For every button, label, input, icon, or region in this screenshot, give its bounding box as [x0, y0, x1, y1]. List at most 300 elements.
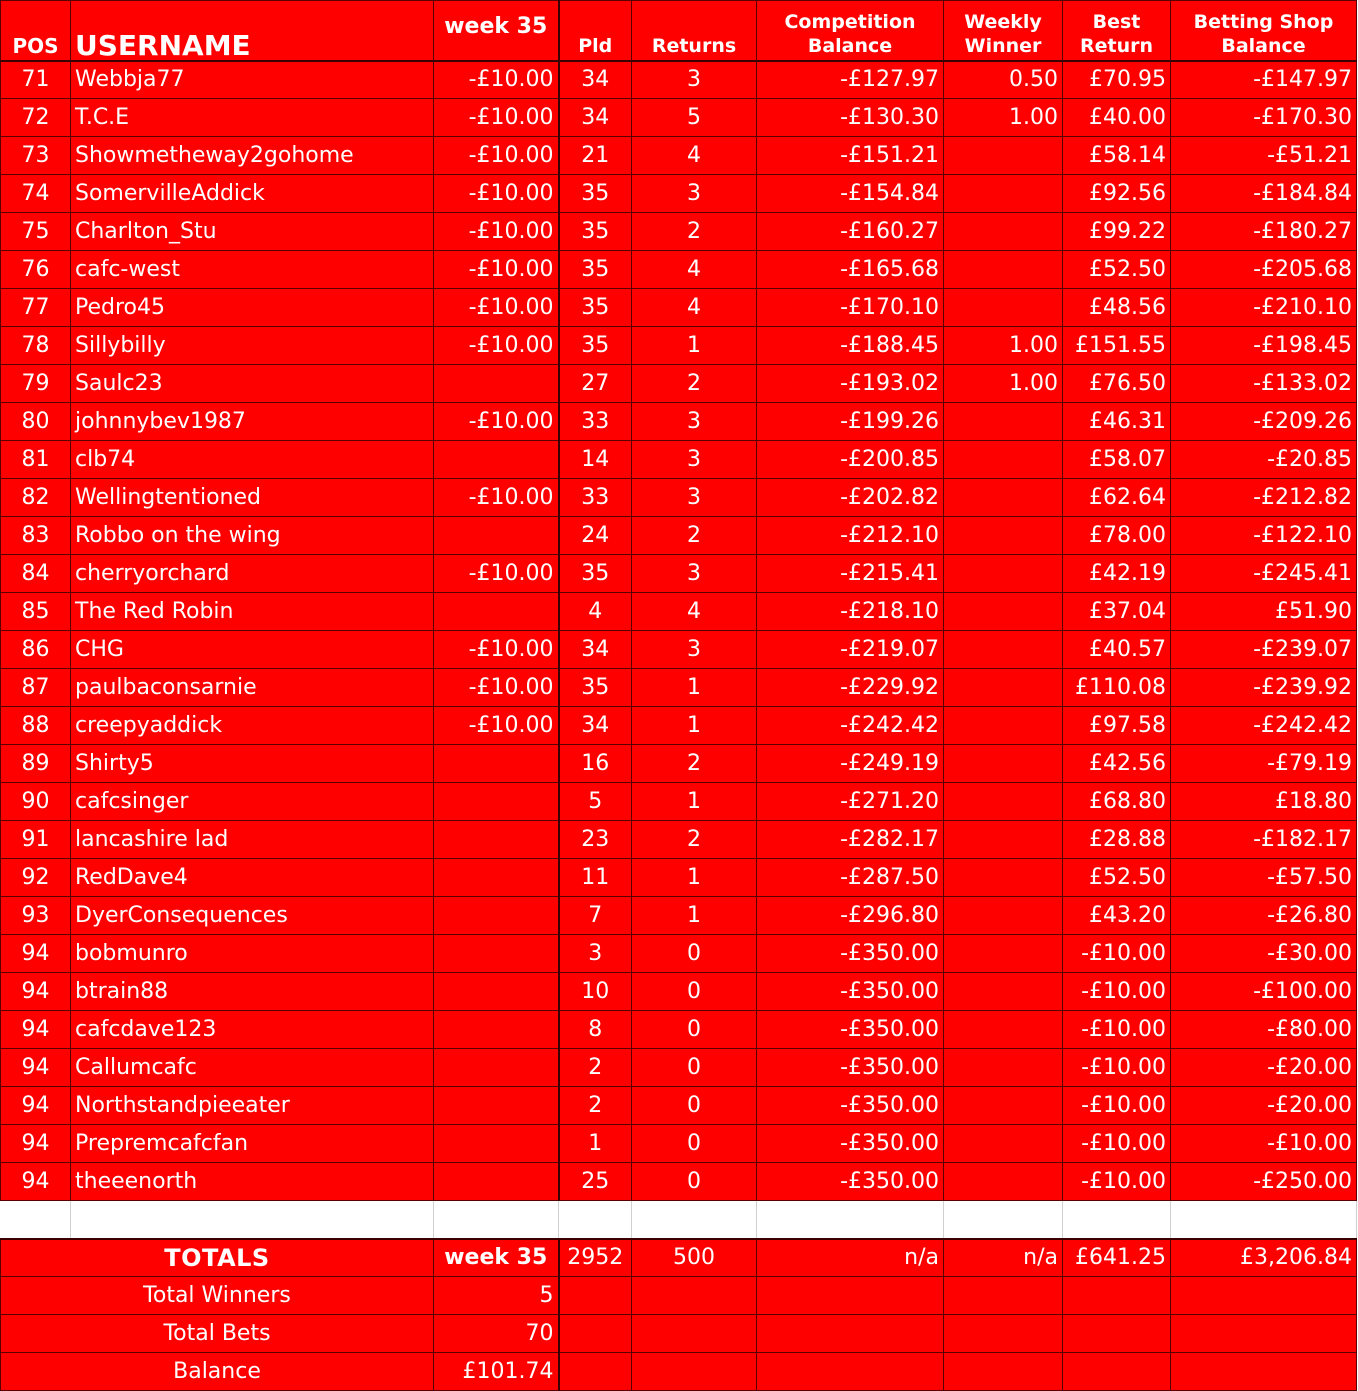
best-return-cell[interactable]: £68.80 — [1063, 783, 1171, 821]
week-cell[interactable]: -£10.00 — [434, 631, 559, 669]
best-return-cell[interactable]: £99.22 — [1063, 213, 1171, 251]
betting-shop-balance-cell[interactable]: -£250.00 — [1171, 1163, 1357, 1201]
weekly-winner-cell[interactable] — [944, 403, 1063, 441]
pos-cell[interactable]: 72 — [1, 99, 71, 137]
pos-cell[interactable]: 93 — [1, 897, 71, 935]
pos-cell[interactable]: 82 — [1, 479, 71, 517]
week-cell[interactable] — [434, 1011, 559, 1049]
username-cell[interactable]: johnnybev1987 — [71, 403, 434, 441]
username-cell[interactable]: lancashire lad — [71, 821, 434, 859]
week-cell[interactable] — [434, 859, 559, 897]
username-cell[interactable]: Showmetheway2gohome — [71, 137, 434, 175]
header-username[interactable]: USERNAME — [71, 1, 434, 61]
pos-cell[interactable]: 91 — [1, 821, 71, 859]
empty-cell[interactable] — [1063, 1315, 1171, 1353]
username-cell[interactable]: Saulc23 — [71, 365, 434, 403]
pos-cell[interactable]: 79 — [1, 365, 71, 403]
best-return-cell[interactable]: £70.95 — [1063, 61, 1171, 99]
empty-cell[interactable] — [559, 1277, 632, 1315]
returns-cell[interactable]: 2 — [632, 821, 757, 859]
blank-cell[interactable] — [1, 1201, 71, 1239]
returns-cell[interactable]: 3 — [632, 403, 757, 441]
competition-balance-cell[interactable]: -£200.85 — [757, 441, 944, 479]
header-returns[interactable]: Returns — [632, 1, 757, 61]
returns-cell[interactable]: 2 — [632, 745, 757, 783]
totals-label[interactable]: TOTALS — [1, 1239, 434, 1277]
header-pos[interactable]: POS — [1, 1, 71, 61]
best-return-cell[interactable]: £42.56 — [1063, 745, 1171, 783]
returns-cell[interactable]: 4 — [632, 289, 757, 327]
pos-cell[interactable]: 94 — [1, 1049, 71, 1087]
returns-cell[interactable]: 0 — [632, 1011, 757, 1049]
username-cell[interactable]: Webbja77 — [71, 61, 434, 99]
blank-cell[interactable] — [1063, 1201, 1171, 1239]
pld-cell[interactable]: 35 — [559, 669, 632, 707]
returns-cell[interactable]: 0 — [632, 935, 757, 973]
username-cell[interactable]: clb74 — [71, 441, 434, 479]
best-return-cell[interactable]: £92.56 — [1063, 175, 1171, 213]
returns-cell[interactable]: 1 — [632, 707, 757, 745]
total-bets-label[interactable]: Total Bets — [1, 1315, 434, 1353]
competition-balance-cell[interactable]: -£151.21 — [757, 137, 944, 175]
weekly-winner-cell[interactable] — [944, 1125, 1063, 1163]
week-cell[interactable]: -£10.00 — [434, 61, 559, 99]
username-cell[interactable]: bobmunro — [71, 935, 434, 973]
best-return-cell[interactable]: £97.58 — [1063, 707, 1171, 745]
empty-cell[interactable] — [944, 1277, 1063, 1315]
header-best-return[interactable] — [1063, 1, 1171, 61]
username-cell[interactable]: Pedro45 — [71, 289, 434, 327]
competition-balance-cell[interactable]: -£215.41 — [757, 555, 944, 593]
pos-cell[interactable]: 85 — [1, 593, 71, 631]
best-return-cell[interactable]: £40.57 — [1063, 631, 1171, 669]
best-return-cell[interactable]: -£10.00 — [1063, 1011, 1171, 1049]
best-return-cell[interactable]: £52.50 — [1063, 251, 1171, 289]
returns-cell[interactable]: 3 — [632, 175, 757, 213]
blank-cell[interactable] — [944, 1201, 1063, 1239]
returns-cell[interactable]: 1 — [632, 859, 757, 897]
weekly-winner-cell[interactable] — [944, 555, 1063, 593]
week-cell[interactable]: -£10.00 — [434, 555, 559, 593]
betting-shop-balance-cell[interactable]: £18.80 — [1171, 783, 1357, 821]
betting-shop-balance-cell[interactable]: -£147.97 — [1171, 61, 1357, 99]
total-winners-value[interactable]: 5 — [434, 1277, 559, 1315]
balance-value[interactable]: £101.74 — [434, 1353, 559, 1391]
weekly-winner-cell[interactable] — [944, 859, 1063, 897]
competition-balance-cell[interactable]: -£350.00 — [757, 1011, 944, 1049]
betting-shop-balance-cell[interactable]: -£133.02 — [1171, 365, 1357, 403]
week-cell[interactable]: -£10.00 — [434, 213, 559, 251]
best-return-cell[interactable]: £46.31 — [1063, 403, 1171, 441]
username-cell[interactable]: Robbo on the wing — [71, 517, 434, 555]
empty-cell[interactable] — [1063, 1277, 1171, 1315]
week-cell[interactable] — [434, 1125, 559, 1163]
pos-cell[interactable]: 81 — [1, 441, 71, 479]
header-competition-balance[interactable] — [757, 1, 944, 61]
betting-shop-balance-cell[interactable]: -£239.07 — [1171, 631, 1357, 669]
betting-shop-balance-cell[interactable]: £51.90 — [1171, 593, 1357, 631]
pld-cell[interactable]: 34 — [559, 707, 632, 745]
weekly-winner-cell[interactable]: 1.00 — [944, 99, 1063, 137]
total-bets-value[interactable]: 70 — [434, 1315, 559, 1353]
totals-weekly-winner[interactable]: n/a — [944, 1239, 1063, 1277]
competition-balance-cell[interactable]: -£350.00 — [757, 1125, 944, 1163]
pld-cell[interactable]: 35 — [559, 327, 632, 365]
pld-cell[interactable]: 35 — [559, 175, 632, 213]
pos-cell[interactable]: 73 — [1, 137, 71, 175]
returns-cell[interactable]: 0 — [632, 973, 757, 1011]
pos-cell[interactable]: 94 — [1, 935, 71, 973]
competition-balance-cell[interactable]: -£219.07 — [757, 631, 944, 669]
betting-shop-balance-cell[interactable]: -£184.84 — [1171, 175, 1357, 213]
empty-cell[interactable] — [632, 1315, 757, 1353]
totals-week[interactable]: week 35 — [434, 1239, 559, 1277]
best-return-cell[interactable]: £37.04 — [1063, 593, 1171, 631]
competition-balance-cell[interactable]: -£296.80 — [757, 897, 944, 935]
returns-cell[interactable]: 2 — [632, 517, 757, 555]
best-return-cell[interactable]: £43.20 — [1063, 897, 1171, 935]
best-return-cell[interactable]: £28.88 — [1063, 821, 1171, 859]
pld-cell[interactable]: 3 — [559, 935, 632, 973]
week-cell[interactable]: -£10.00 — [434, 479, 559, 517]
competition-balance-cell[interactable]: -£271.20 — [757, 783, 944, 821]
pld-cell[interactable]: 33 — [559, 403, 632, 441]
betting-shop-balance-cell[interactable]: -£51.21 — [1171, 137, 1357, 175]
returns-cell[interactable]: 0 — [632, 1087, 757, 1125]
empty-cell[interactable] — [1171, 1277, 1357, 1315]
week-cell[interactable] — [434, 1163, 559, 1201]
blank-cell[interactable] — [434, 1201, 559, 1239]
username-cell[interactable]: Charlton_Stu — [71, 213, 434, 251]
returns-cell[interactable]: 3 — [632, 479, 757, 517]
competition-balance-cell[interactable]: -£193.02 — [757, 365, 944, 403]
weekly-winner-cell[interactable] — [944, 821, 1063, 859]
competition-balance-cell[interactable]: -£242.42 — [757, 707, 944, 745]
weekly-winner-cell[interactable] — [944, 251, 1063, 289]
competition-balance-cell[interactable]: -£229.92 — [757, 669, 944, 707]
best-return-cell[interactable]: £76.50 — [1063, 365, 1171, 403]
username-cell[interactable]: The Red Robin — [71, 593, 434, 631]
pld-cell[interactable]: 33 — [559, 479, 632, 517]
pos-cell[interactable]: 94 — [1, 973, 71, 1011]
betting-shop-balance-cell[interactable]: -£245.41 — [1171, 555, 1357, 593]
betting-shop-balance-cell[interactable]: -£26.80 — [1171, 897, 1357, 935]
pld-cell[interactable]: 10 — [559, 973, 632, 1011]
week-cell[interactable] — [434, 365, 559, 403]
competition-balance-cell[interactable]: -£212.10 — [757, 517, 944, 555]
week-cell[interactable]: -£10.00 — [434, 251, 559, 289]
week-cell[interactable] — [434, 973, 559, 1011]
betting-shop-balance-cell[interactable]: -£80.00 — [1171, 1011, 1357, 1049]
weekly-winner-cell[interactable] — [944, 631, 1063, 669]
pos-cell[interactable]: 80 — [1, 403, 71, 441]
returns-cell[interactable]: 2 — [632, 213, 757, 251]
blank-cell[interactable] — [757, 1201, 944, 1239]
weekly-winner-cell[interactable] — [944, 137, 1063, 175]
betting-shop-balance-cell[interactable]: -£79.19 — [1171, 745, 1357, 783]
weekly-winner-cell[interactable] — [944, 213, 1063, 251]
best-return-cell[interactable]: £58.07 — [1063, 441, 1171, 479]
weekly-winner-cell[interactable] — [944, 1011, 1063, 1049]
pos-cell[interactable]: 89 — [1, 745, 71, 783]
pos-cell[interactable]: 75 — [1, 213, 71, 251]
blank-cell[interactable] — [632, 1201, 757, 1239]
best-return-cell[interactable]: £40.00 — [1063, 99, 1171, 137]
pld-cell[interactable]: 14 — [559, 441, 632, 479]
betting-shop-balance-cell[interactable]: -£10.00 — [1171, 1125, 1357, 1163]
week-cell[interactable]: -£10.00 — [434, 137, 559, 175]
betting-shop-balance-cell[interactable]: -£198.45 — [1171, 327, 1357, 365]
username-cell[interactable]: Prepremcafcfan — [71, 1125, 434, 1163]
pld-cell[interactable]: 35 — [559, 289, 632, 327]
returns-cell[interactable]: 5 — [632, 99, 757, 137]
betting-shop-balance-cell[interactable]: -£209.26 — [1171, 403, 1357, 441]
weekly-winner-cell[interactable]: 0.50 — [944, 61, 1063, 99]
best-return-cell[interactable]: -£10.00 — [1063, 1163, 1171, 1201]
weekly-winner-cell[interactable] — [944, 1087, 1063, 1125]
pos-cell[interactable]: 88 — [1, 707, 71, 745]
week-cell[interactable] — [434, 1049, 559, 1087]
pos-cell[interactable]: 87 — [1, 669, 71, 707]
header-betting-shop-balance[interactable] — [1171, 1, 1357, 61]
competition-balance-cell[interactable]: -£282.17 — [757, 821, 944, 859]
pos-cell[interactable]: 90 — [1, 783, 71, 821]
username-cell[interactable]: Wellingtentioned — [71, 479, 434, 517]
totals-betting-shop-balance[interactable]: £3,206.84 — [1171, 1239, 1357, 1277]
returns-cell[interactable]: 1 — [632, 783, 757, 821]
username-cell[interactable]: cafcdave123 — [71, 1011, 434, 1049]
best-return-cell[interactable]: -£10.00 — [1063, 935, 1171, 973]
best-return-cell[interactable]: £110.08 — [1063, 669, 1171, 707]
week-cell[interactable] — [434, 897, 559, 935]
returns-cell[interactable]: 4 — [632, 137, 757, 175]
username-cell[interactable]: btrain88 — [71, 973, 434, 1011]
weekly-winner-cell[interactable] — [944, 1049, 1063, 1087]
week-cell[interactable] — [434, 517, 559, 555]
betting-shop-balance-cell[interactable]: -£100.00 — [1171, 973, 1357, 1011]
pos-cell[interactable]: 78 — [1, 327, 71, 365]
pos-cell[interactable]: 84 — [1, 555, 71, 593]
pos-cell[interactable]: 76 — [1, 251, 71, 289]
pld-cell[interactable]: 24 — [559, 517, 632, 555]
weekly-winner-cell[interactable] — [944, 175, 1063, 213]
returns-cell[interactable]: 3 — [632, 61, 757, 99]
pos-cell[interactable]: 74 — [1, 175, 71, 213]
competition-balance-cell[interactable]: -£350.00 — [757, 1049, 944, 1087]
betting-shop-balance-cell[interactable]: -£180.27 — [1171, 213, 1357, 251]
best-return-cell[interactable]: -£10.00 — [1063, 1087, 1171, 1125]
best-return-cell[interactable]: -£10.00 — [1063, 973, 1171, 1011]
blank-cell[interactable] — [1171, 1201, 1357, 1239]
username-cell[interactable]: cafc-west — [71, 251, 434, 289]
pld-cell[interactable]: 34 — [559, 61, 632, 99]
week-cell[interactable] — [434, 593, 559, 631]
pos-cell[interactable]: 86 — [1, 631, 71, 669]
pld-cell[interactable]: 21 — [559, 137, 632, 175]
competition-balance-cell[interactable]: -£350.00 — [757, 1163, 944, 1201]
competition-balance-cell[interactable]: -£350.00 — [757, 1087, 944, 1125]
betting-shop-balance-cell[interactable]: -£20.00 — [1171, 1049, 1357, 1087]
weekly-winner-cell[interactable] — [944, 593, 1063, 631]
week-cell[interactable] — [434, 935, 559, 973]
competition-balance-cell[interactable]: -£170.10 — [757, 289, 944, 327]
username-cell[interactable]: DyerConsequences — [71, 897, 434, 935]
betting-shop-balance-cell[interactable]: -£205.68 — [1171, 251, 1357, 289]
username-cell[interactable]: RedDave4 — [71, 859, 434, 897]
username-cell[interactable]: SomervilleAddick — [71, 175, 434, 213]
total-winners-label[interactable]: Total Winners — [1, 1277, 434, 1315]
betting-shop-balance-cell[interactable]: -£212.82 — [1171, 479, 1357, 517]
betting-shop-balance-cell[interactable]: -£239.92 — [1171, 669, 1357, 707]
weekly-winner-cell[interactable]: 1.00 — [944, 365, 1063, 403]
competition-balance-cell[interactable]: -£202.82 — [757, 479, 944, 517]
empty-cell[interactable] — [757, 1277, 944, 1315]
week-cell[interactable]: -£10.00 — [434, 99, 559, 137]
blank-cell[interactable] — [559, 1201, 632, 1239]
empty-cell[interactable] — [632, 1277, 757, 1315]
pld-cell[interactable]: 8 — [559, 1011, 632, 1049]
week-cell[interactable] — [434, 783, 559, 821]
betting-shop-balance-cell[interactable]: -£170.30 — [1171, 99, 1357, 137]
pos-cell[interactable]: 94 — [1, 1011, 71, 1049]
best-return-cell[interactable]: -£10.00 — [1063, 1049, 1171, 1087]
returns-cell[interactable]: 0 — [632, 1125, 757, 1163]
pld-cell[interactable]: 34 — [559, 631, 632, 669]
username-cell[interactable]: Callumcafc — [71, 1049, 434, 1087]
pld-cell[interactable]: 2 — [559, 1049, 632, 1087]
best-return-cell[interactable]: £151.55 — [1063, 327, 1171, 365]
pld-cell[interactable]: 7 — [559, 897, 632, 935]
competition-balance-cell[interactable]: -£188.45 — [757, 327, 944, 365]
username-cell[interactable]: Shirty5 — [71, 745, 434, 783]
totals-pld[interactable]: 2952 — [559, 1239, 632, 1277]
pos-cell[interactable]: 94 — [1, 1087, 71, 1125]
best-return-cell[interactable]: £52.50 — [1063, 859, 1171, 897]
empty-cell[interactable] — [757, 1315, 944, 1353]
returns-cell[interactable]: 4 — [632, 593, 757, 631]
week-cell[interactable] — [434, 441, 559, 479]
totals-returns[interactable]: 500 — [632, 1239, 757, 1277]
pld-cell[interactable]: 16 — [559, 745, 632, 783]
best-return-cell[interactable]: £58.14 — [1063, 137, 1171, 175]
pos-cell[interactable]: 94 — [1, 1125, 71, 1163]
week-cell[interactable]: -£10.00 — [434, 669, 559, 707]
betting-shop-balance-cell[interactable]: -£242.42 — [1171, 707, 1357, 745]
competition-balance-cell[interactable]: -£160.27 — [757, 213, 944, 251]
weekly-winner-cell[interactable]: 1.00 — [944, 327, 1063, 365]
week-cell[interactable]: -£10.00 — [434, 403, 559, 441]
empty-cell[interactable] — [559, 1315, 632, 1353]
returns-cell[interactable]: 4 — [632, 251, 757, 289]
competition-balance-cell[interactable]: -£218.10 — [757, 593, 944, 631]
competition-balance-cell[interactable]: -£287.50 — [757, 859, 944, 897]
pld-cell[interactable]: 35 — [559, 555, 632, 593]
competition-balance-cell[interactable]: -£350.00 — [757, 935, 944, 973]
pld-cell[interactable]: 25 — [559, 1163, 632, 1201]
username-cell[interactable]: CHG — [71, 631, 434, 669]
pos-cell[interactable]: 92 — [1, 859, 71, 897]
returns-cell[interactable]: 3 — [632, 631, 757, 669]
pos-cell[interactable]: 77 — [1, 289, 71, 327]
competition-balance-cell[interactable]: -£127.97 — [757, 61, 944, 99]
pos-cell[interactable]: 83 — [1, 517, 71, 555]
username-cell[interactable]: Northstandpieeater — [71, 1087, 434, 1125]
pld-cell[interactable]: 5 — [559, 783, 632, 821]
betting-shop-balance-cell[interactable]: -£57.50 — [1171, 859, 1357, 897]
username-cell[interactable]: creepyaddick — [71, 707, 434, 745]
weekly-winner-cell[interactable] — [944, 1163, 1063, 1201]
empty-cell[interactable] — [1171, 1315, 1357, 1353]
competition-balance-cell[interactable]: -£165.68 — [757, 251, 944, 289]
weekly-winner-cell[interactable] — [944, 479, 1063, 517]
best-return-cell[interactable]: £62.64 — [1063, 479, 1171, 517]
betting-shop-balance-cell[interactable]: -£182.17 — [1171, 821, 1357, 859]
week-cell[interactable] — [434, 745, 559, 783]
week-cell[interactable] — [434, 821, 559, 859]
weekly-winner-cell[interactable] — [944, 707, 1063, 745]
totals-competition-balance[interactable]: n/a — [757, 1239, 944, 1277]
pos-cell[interactable]: 71 — [1, 61, 71, 99]
best-return-cell[interactable]: £78.00 — [1063, 517, 1171, 555]
betting-shop-balance-cell[interactable]: -£210.10 — [1171, 289, 1357, 327]
returns-cell[interactable]: 1 — [632, 327, 757, 365]
competition-balance-cell[interactable]: -£154.84 — [757, 175, 944, 213]
betting-shop-balance-cell[interactable]: -£20.85 — [1171, 441, 1357, 479]
username-cell[interactable]: Sillybilly — [71, 327, 434, 365]
weekly-winner-cell[interactable] — [944, 935, 1063, 973]
header-pld[interactable]: Pld — [559, 1, 632, 61]
weekly-winner-cell[interactable] — [944, 669, 1063, 707]
betting-shop-balance-cell[interactable]: -£30.00 — [1171, 935, 1357, 973]
pos-cell[interactable]: 94 — [1, 1163, 71, 1201]
week-cell[interactable]: -£10.00 — [434, 289, 559, 327]
pld-cell[interactable]: 4 — [559, 593, 632, 631]
week-cell[interactable]: -£10.00 — [434, 175, 559, 213]
header-weekly-winner[interactable] — [944, 1, 1063, 61]
pld-cell[interactable]: 2 — [559, 1087, 632, 1125]
best-return-cell[interactable]: £42.19 — [1063, 555, 1171, 593]
weekly-winner-cell[interactable] — [944, 973, 1063, 1011]
returns-cell[interactable]: 3 — [632, 555, 757, 593]
betting-shop-balance-cell[interactable]: -£20.00 — [1171, 1087, 1357, 1125]
balance-label[interactable]: Balance — [1, 1353, 434, 1391]
week-cell[interactable]: -£10.00 — [434, 327, 559, 365]
competition-balance-cell[interactable]: -£350.00 — [757, 973, 944, 1011]
empty-cell[interactable] — [944, 1315, 1063, 1353]
week-cell[interactable]: -£10.00 — [434, 707, 559, 745]
pld-cell[interactable]: 23 — [559, 821, 632, 859]
username-cell[interactable]: paulbaconsarnie — [71, 669, 434, 707]
weekly-winner-cell[interactable] — [944, 783, 1063, 821]
returns-cell[interactable]: 3 — [632, 441, 757, 479]
returns-cell[interactable]: 2 — [632, 365, 757, 403]
returns-cell[interactable]: 0 — [632, 1163, 757, 1201]
username-cell[interactable]: T.C.E — [71, 99, 434, 137]
pld-cell[interactable]: 34 — [559, 99, 632, 137]
username-cell[interactable]: theeenorth — [71, 1163, 434, 1201]
weekly-winner-cell[interactable] — [944, 897, 1063, 935]
totals-best-return[interactable]: £641.25 — [1063, 1239, 1171, 1277]
week-cell[interactable] — [434, 1087, 559, 1125]
weekly-winner-cell[interactable] — [944, 289, 1063, 327]
pld-cell[interactable]: 35 — [559, 213, 632, 251]
weekly-winner-cell[interactable] — [944, 745, 1063, 783]
returns-cell[interactable]: 0 — [632, 1049, 757, 1087]
header-week[interactable]: week 35 — [434, 1, 559, 61]
best-return-cell[interactable]: £48.56 — [1063, 289, 1171, 327]
best-return-cell[interactable]: -£10.00 — [1063, 1125, 1171, 1163]
pld-cell[interactable]: 11 — [559, 859, 632, 897]
